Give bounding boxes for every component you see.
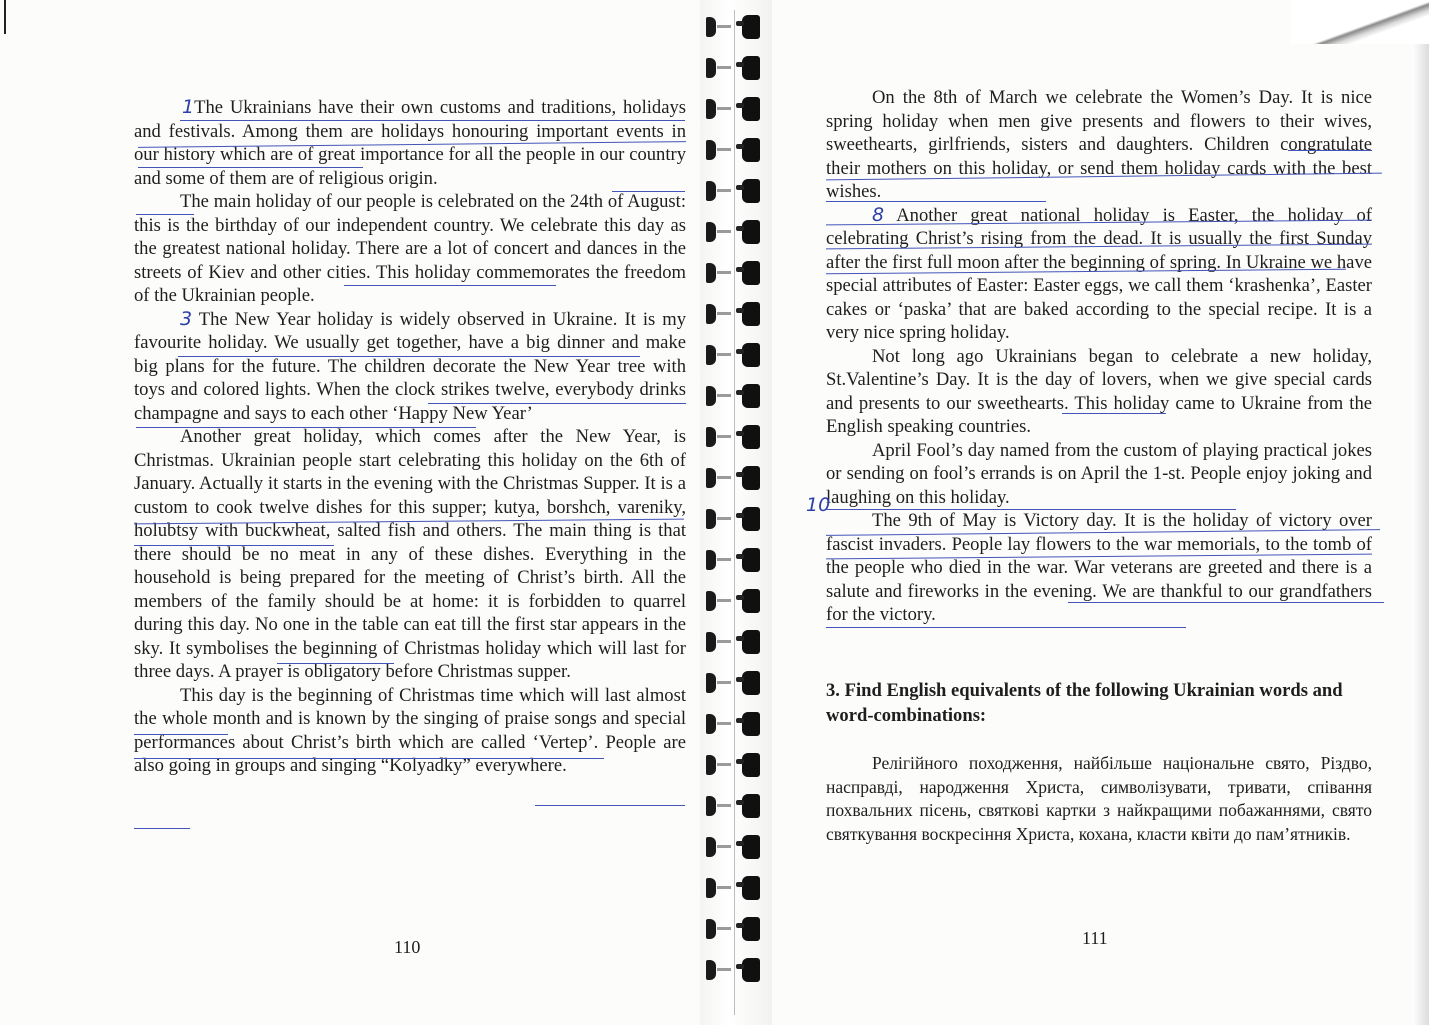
binding-ring bbox=[702, 219, 766, 245]
ink-underline bbox=[826, 201, 1046, 202]
ink-underline bbox=[535, 805, 685, 806]
paragraph-valentines-day: Not long ago Ukrainians began to celebrate a new holiday, St.Valentine’s Day. It is the day of lovers, when we give special cards and presents to our sweethearts. This holiday came to Ukraine from the English speaking countries. bbox=[826, 345, 1372, 437]
binding-ring bbox=[702, 96, 766, 122]
exercise-title: 3. Find English equivalents of the following Ukrainian words and word-combinations: bbox=[826, 680, 1343, 726]
binding-ring bbox=[702, 588, 766, 614]
binding-ring bbox=[702, 260, 766, 286]
ink-underline bbox=[134, 758, 604, 759]
paragraph-new-year bbox=[134, 308, 686, 426]
binding-ring bbox=[702, 670, 766, 696]
ink-underline bbox=[1068, 602, 1384, 603]
paragraph-text: The New Year holiday is widely observed in Ukraine. It is my favourite holiday. We usually get together, have a big dinner and make big plans for the future. The children decorate the New Year tree with toys and colored lights. When the clock strikes twelve, everybody drinks champagne and says to each other ‘Happy New Year’ bbox=[134, 308, 687, 424]
paragraph-text: Another great national holiday is Easter, the holiday of celebrating Christ’s rising from the dead. It is usually the first Sunday after the first full moon after the beginning of spring. In Ukraine we have special attributes of Easter: Easter eggs, we call them ‘krashenka’, Easter cakes or ‘paska’ that are baked according to the special recipe. It is a very nice spring holiday. bbox=[826, 204, 1372, 343]
binding-ring bbox=[702, 137, 766, 163]
binding-ring bbox=[702, 711, 766, 737]
paragraph-april-fools: April Fool’s day named from the custom of playing practical jokes or sending on fool’s errands is on April the 1-st. People enjoy joking and laughing on this holiday. bbox=[826, 439, 1372, 508]
paragraph-text: The Ukrainians have their own customs and traditions, holidays and festivals. Among them are holidays honouring important events in our history which are of great importance for all the people in our country and some of them are of religious origin. bbox=[134, 97, 686, 189]
ink-underline bbox=[826, 509, 1236, 510]
binding-ring bbox=[702, 752, 766, 778]
scan-edge-mark bbox=[4, 0, 6, 34]
margin-number: 10 bbox=[806, 494, 831, 516]
ink-underline bbox=[136, 214, 194, 215]
ink-underline bbox=[138, 167, 363, 168]
binding-ring bbox=[702, 178, 766, 204]
ink-underline bbox=[134, 545, 334, 546]
binding-ring bbox=[702, 793, 766, 819]
binding-ring bbox=[702, 342, 766, 368]
exercise-word-list: Релігійного походження, найбільше національне свято, Різдво, насправді, народження Христа, символізувати, тривати, співання похвальних пісень, святкові картки з найкращими побажаннями, свято святкування воскресіння Христа, кохана, класти квіти до пам’ятників. bbox=[826, 753, 1372, 844]
binding-ring bbox=[702, 875, 766, 901]
ink-underline bbox=[612, 191, 685, 192]
margin-number: 1 bbox=[182, 96, 195, 118]
scan-edge-shadow bbox=[1412, 0, 1429, 1025]
ink-underline bbox=[180, 120, 685, 121]
margin-number: 3 bbox=[180, 307, 193, 330]
ink-underline bbox=[134, 734, 228, 735]
ink-underline bbox=[428, 403, 686, 404]
ink-underline bbox=[277, 663, 394, 664]
binding-ring bbox=[702, 834, 766, 860]
binding-ring bbox=[702, 506, 766, 532]
ink-underline bbox=[136, 427, 476, 428]
paragraph-christmas-time: This day is the beginning of Christmas time which will last almost the whole month and is known by the singing of praise songs and special performances about Christ’s birth which are called ‘Vertep’. People are also going in groups and singing “Kolyadky” everywhere. bbox=[134, 684, 686, 776]
paragraph-independence-day: The main holiday of our people is celebrated on the 24th of August: this is the birthday of our independent country. We celebrate this day as the greatest national holiday. There are a lot of concert and dances in the streets of Kiev and other cities. This holiday commemorates the freedom of the Ukrainian people. bbox=[134, 191, 686, 306]
page-number-left: 110 bbox=[394, 937, 421, 957]
binding-ring bbox=[702, 55, 766, 81]
ink-underline bbox=[826, 627, 1186, 628]
binding-ring bbox=[702, 14, 766, 40]
scan-corner-shadow bbox=[1290, 0, 1429, 44]
ink-underline bbox=[1062, 413, 1166, 414]
binding-ring bbox=[702, 547, 766, 573]
ink-underline bbox=[1288, 150, 1372, 151]
right-text-column bbox=[826, 86, 1372, 627]
binding-ring bbox=[702, 383, 766, 409]
page-number-right: 111 bbox=[1082, 928, 1108, 948]
paragraph-christmas: Another great holiday, which comes after the New Year, is Christmas. Ukrainian people start celebrating this holiday on the 6th of January. Actually it starts in the evening with the Christmas Supper. It is a custom to cook twelve dishes for this supper; kutya, borshch, vareniky, holubtsy with buckwheat, salted fish and others. The main thing is that there should be no meat in any of these dishes. Everything in the household is being prepared for the meeting of Christ’s birth. All the members of the family should be at home: it is forbidden to quarrel during this day. No one in the table can eat till the first star appears in the sky. It symbolises the beginning of Christmas holiday which will last for three days. A prayer is obligatory before Christmas supper. bbox=[134, 426, 686, 682]
binding-ring bbox=[702, 424, 766, 450]
binding-ring bbox=[702, 916, 766, 942]
margin-number: 8 bbox=[872, 203, 885, 226]
paragraph-womens-day: On the 8th of March we celebrate the Women’s Day. It is nice spring holiday when men give presents and flowers to their wives, sweethearts, girlfriends, sisters and daughters. Children congratulate their mothers on this holiday, or send them holiday cards with the best wishes. bbox=[826, 87, 1372, 202]
binding-ring bbox=[702, 629, 766, 655]
paragraph-victory-day: The 9th of May is Victory day. It is the holiday of victory over fascist invaders. People lay flowers to the war memorials, to the tomb of the people who died in the war. War veterans are greeted and there is a salute and fireworks in the evening. We are thankful to our grandfathers for the victory. bbox=[826, 510, 1372, 625]
ink-underline bbox=[178, 356, 640, 357]
ink-underline bbox=[134, 828, 190, 829]
binding-ring bbox=[702, 301, 766, 327]
left-text-column bbox=[134, 96, 686, 778]
binding-ring bbox=[702, 957, 766, 983]
paragraph-customs bbox=[134, 96, 686, 190]
ink-underline bbox=[344, 285, 556, 286]
binding-ring bbox=[702, 465, 766, 491]
